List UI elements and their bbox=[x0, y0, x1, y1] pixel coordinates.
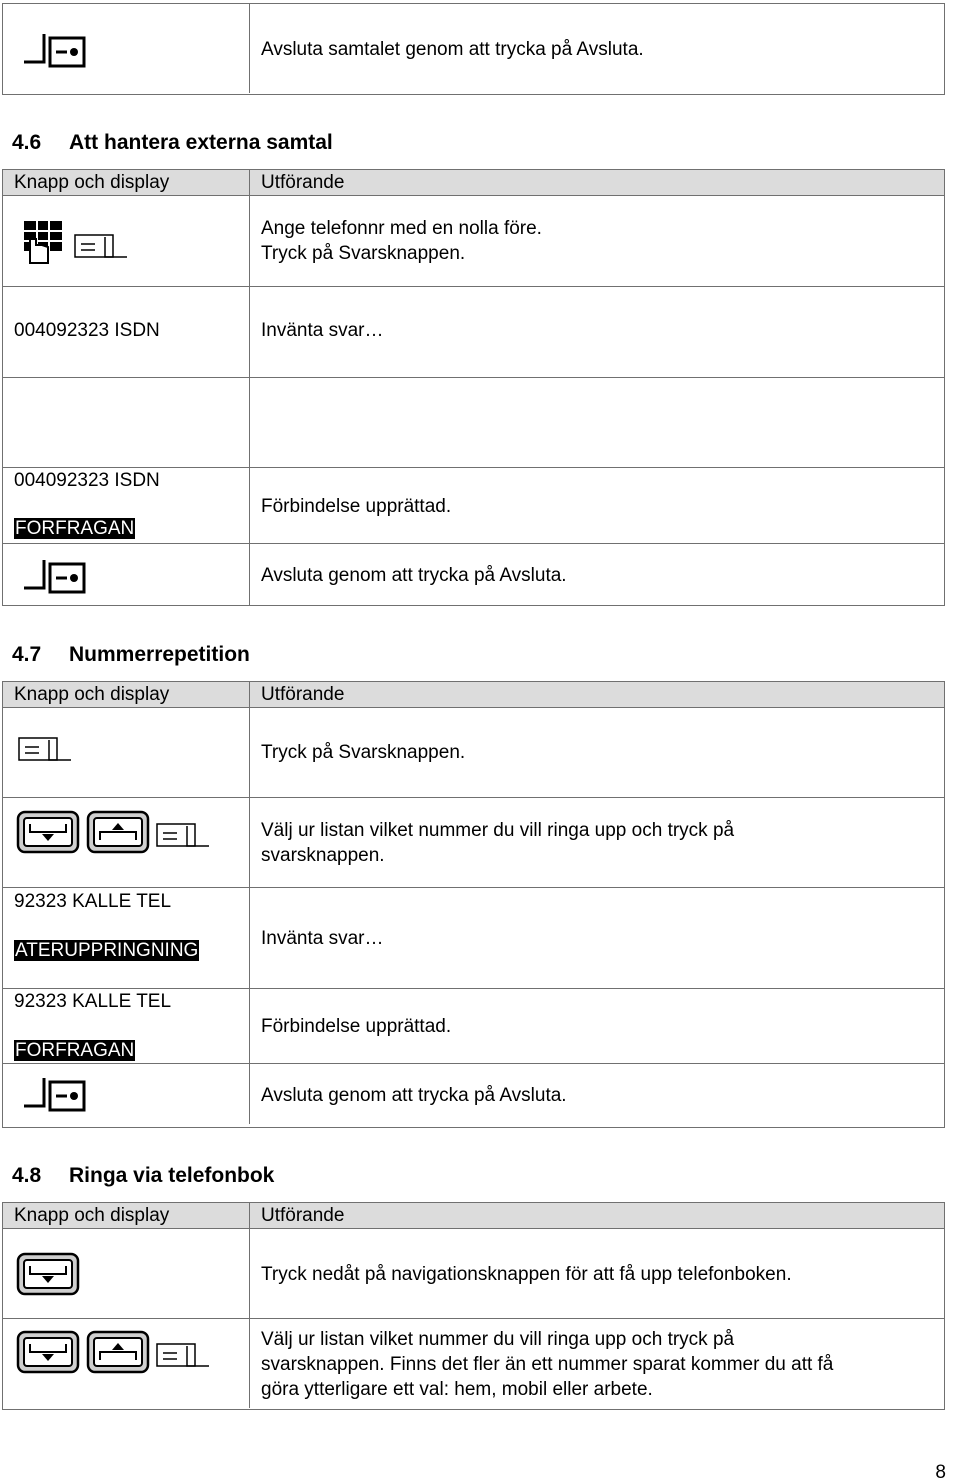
instruction-text: Invänta svar… bbox=[261, 320, 384, 341]
table-header bbox=[3, 170, 944, 196]
instruction-text: svarsknappen. Finns det fler än ett nummer sparat kommer du att få bbox=[261, 1354, 834, 1375]
instruction-text: Invänta svar… bbox=[261, 928, 384, 949]
table-row bbox=[3, 196, 944, 287]
col-header-action: Utförande bbox=[261, 172, 345, 193]
keypad-icon bbox=[20, 219, 66, 265]
instruction-text: Tryck på Svarsknappen. bbox=[261, 243, 466, 264]
table-row bbox=[3, 1064, 944, 1124]
instruction-text: Tryck på Svarsknappen. bbox=[261, 742, 466, 763]
instruction-table bbox=[2, 1202, 945, 1410]
nav-up-icon bbox=[86, 810, 150, 854]
table-row bbox=[3, 798, 944, 888]
table-row bbox=[3, 544, 944, 606]
top-table bbox=[2, 3, 945, 95]
instruction-table bbox=[2, 169, 945, 606]
answer-key-icon bbox=[17, 736, 73, 764]
instruction-text: Avsluta genom att trycka på Avsluta. bbox=[261, 565, 567, 586]
table-row bbox=[3, 1319, 944, 1408]
instruction-text: svarsknappen. bbox=[261, 845, 385, 866]
end-call-icon bbox=[20, 32, 88, 70]
display-text: 004092323 ISDN bbox=[14, 320, 160, 341]
display-status-inverted: FORFRAGAN bbox=[15, 1040, 135, 1061]
table-row bbox=[3, 989, 944, 1064]
nav-down-icon bbox=[16, 1252, 80, 1296]
display-status-inverted: ATERUPPRINGNING bbox=[15, 940, 199, 961]
instruction-table bbox=[2, 681, 945, 1128]
table-row bbox=[3, 708, 944, 798]
instruction-text: göra ytterligare ett val: hem, mobil eller arbete. bbox=[261, 1379, 653, 1400]
section-number: 4.8 bbox=[12, 1164, 42, 1187]
table-row bbox=[3, 468, 944, 544]
instruction-text: Tryck nedåt på navigationsknappen för att få upp telefonboken. bbox=[261, 1264, 792, 1285]
col-header-action: Utförande bbox=[261, 1205, 345, 1226]
col-header-buttons: Knapp och display bbox=[14, 172, 170, 193]
col-header-action: Utförande bbox=[261, 684, 345, 705]
section-title: Nummerrepetition bbox=[69, 643, 250, 666]
answer-key-icon bbox=[155, 1342, 211, 1370]
instruction-text: Välj ur listan vilket nummer du vill ringa upp och tryck på bbox=[261, 820, 735, 841]
end-call-icon bbox=[20, 558, 88, 596]
instruction-text: Avsluta genom att trycka på Avsluta. bbox=[261, 1085, 567, 1106]
display-text: 004092323 ISDN bbox=[14, 470, 160, 491]
page-number: 8 bbox=[935, 1462, 946, 1483]
display-text: 92323 KALLE TEL bbox=[14, 891, 172, 912]
col-header-buttons: Knapp och display bbox=[14, 684, 170, 705]
table-row bbox=[3, 287, 944, 378]
nav-down-icon bbox=[16, 1330, 80, 1374]
instruction-text: Förbindelse upprättad. bbox=[261, 496, 452, 517]
section-heading bbox=[12, 131, 333, 155]
instruction-text: Förbindelse upprättad. bbox=[261, 1016, 452, 1037]
table-row bbox=[3, 4, 944, 93]
instruction-text: Ange telefonnr med en nolla före. bbox=[261, 218, 542, 239]
table-row bbox=[3, 1229, 944, 1319]
section-number: 4.6 bbox=[12, 131, 42, 154]
table-row-empty bbox=[3, 378, 944, 468]
section-heading bbox=[12, 643, 250, 667]
answer-key-icon bbox=[73, 233, 129, 261]
nav-down-icon bbox=[16, 810, 80, 854]
answer-key-icon bbox=[155, 822, 211, 850]
section-title: Att hantera externa samtal bbox=[69, 131, 333, 154]
section-number: 4.7 bbox=[12, 643, 42, 666]
instruction-text: Avsluta samtalet genom att trycka på Avsluta. bbox=[261, 39, 644, 60]
nav-up-icon bbox=[86, 1330, 150, 1374]
col-header-buttons: Knapp och display bbox=[14, 1205, 170, 1226]
display-status-inverted: FORFRAGAN bbox=[15, 518, 135, 539]
table-header bbox=[3, 1203, 944, 1229]
section-title: Ringa via telefonbok bbox=[69, 1164, 275, 1187]
instruction-text: Välj ur listan vilket nummer du vill ringa upp och tryck på bbox=[261, 1329, 735, 1350]
table-row bbox=[3, 888, 944, 989]
end-call-icon bbox=[20, 1076, 88, 1114]
display-text: 92323 KALLE TEL bbox=[14, 991, 172, 1012]
table-header bbox=[3, 682, 944, 708]
section-heading bbox=[12, 1164, 274, 1188]
